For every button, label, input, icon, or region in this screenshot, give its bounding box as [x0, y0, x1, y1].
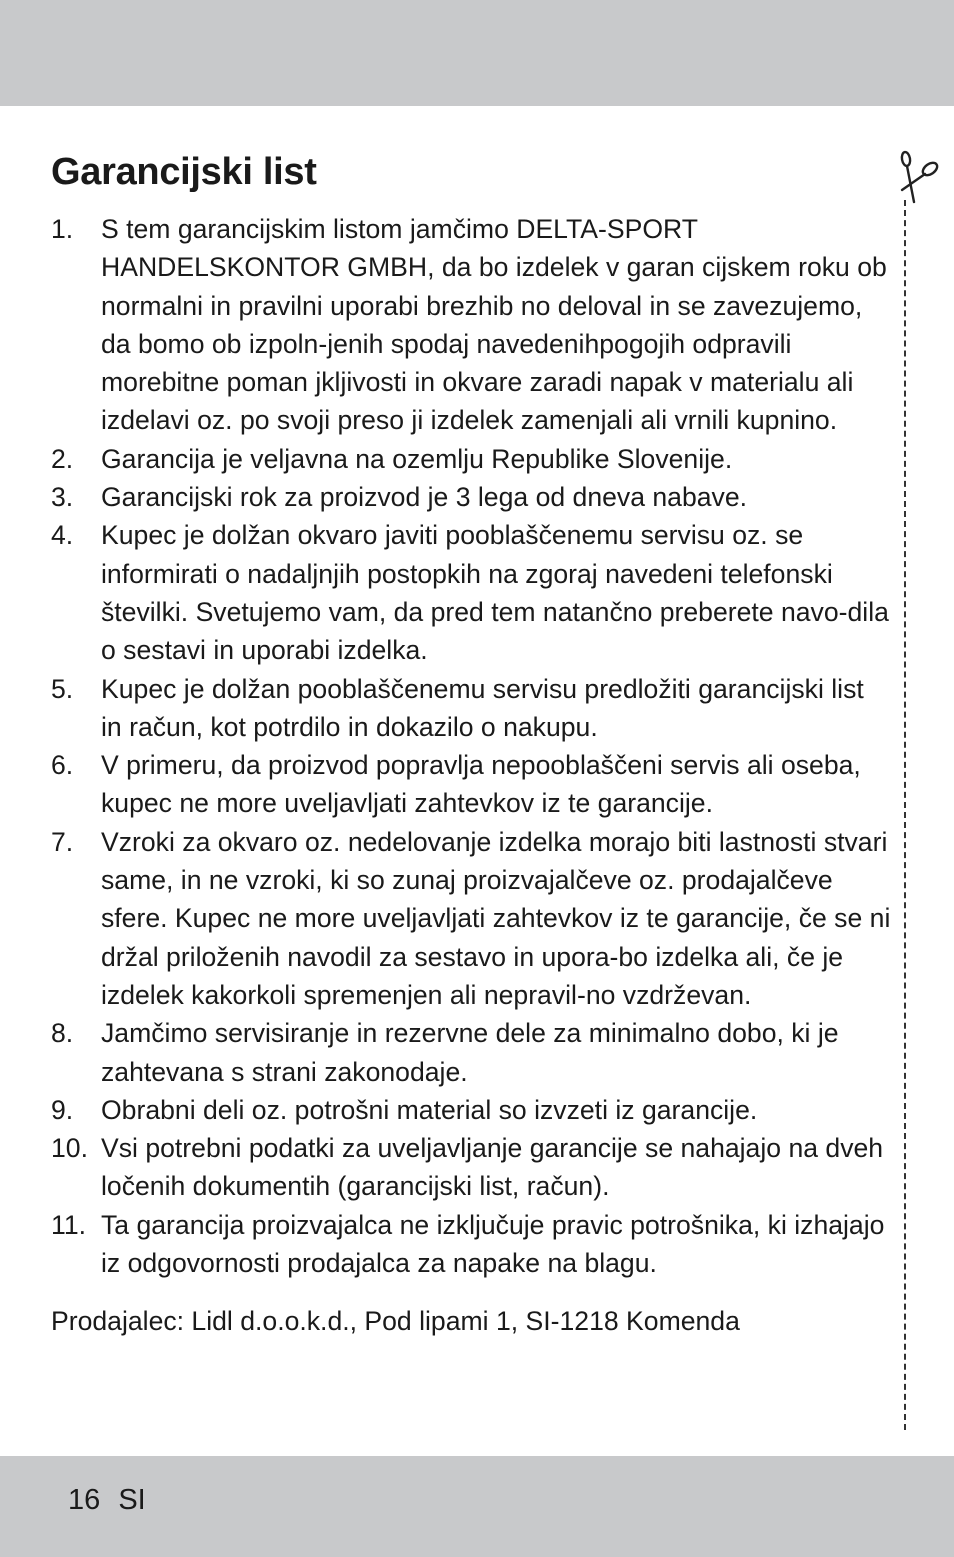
- list-item: [51, 478, 891, 516]
- warranty-terms-list: [51, 210, 891, 1282]
- list-item: [51, 440, 891, 478]
- scissors-icon: [898, 146, 942, 206]
- cut-line: [904, 200, 906, 1430]
- list-item: [51, 1014, 891, 1091]
- item-text: Jamčimo servisiranje in rezervne dele za minimalno dobo, ki je zahtevana s strani zakonodaje.: [101, 1018, 839, 1087]
- item-text: Obrabni deli oz. potrošni material so izvzeti iz garancije.: [101, 1094, 758, 1125]
- item-number: 5.: [51, 673, 74, 704]
- item-number: 8.: [51, 1018, 74, 1049]
- list-item: [51, 1129, 891, 1206]
- list-item: [51, 210, 891, 440]
- list-item: [51, 670, 891, 747]
- list-item: [51, 1091, 891, 1129]
- item-text: V primeru, da proizvod popravlja nepooblaščeni servis ali oseba, kupec ne more uveljavljati zahtevkov iz te garancije.: [101, 750, 861, 819]
- item-number: 3.: [51, 482, 74, 513]
- list-item: [51, 516, 891, 669]
- header-band: [0, 0, 954, 106]
- item-text: Kupec je dolžan pooblaščenemu servisu predložiti garancijski list in račun, kot potrdilo in dokazilo o nakupu.: [101, 673, 864, 742]
- item-text: Garancija je veljavna na ozemlju Republike Slovenije.: [101, 443, 733, 474]
- item-number: 2.: [51, 443, 74, 474]
- item-text: Vsi potrebni podatki za uveljavljanje garancije se nahajajo na dveh ločenih dokumentih (garancijski list, račun).: [101, 1133, 884, 1202]
- language-code: SI: [118, 1484, 146, 1516]
- item-number: 1.: [51, 214, 74, 244]
- item-number: 11.: [51, 1209, 86, 1240]
- item-text: Ta garancija proizvajalca ne izključuje pravic potrošnika, ki izhajajo iz odgovornosti prodajalca za napake na blagu.: [101, 1209, 885, 1279]
- list-item: [51, 823, 891, 1014]
- item-text: Vzroki za okvaro oz. nedelovanje izdelka morajo biti lastnosti stvari same, in ne vzroki, ki so zunaj proizvajalčeve oz. prodajalčeve sfere. Kupec ne more uveljavljati zahtevkov iz te garancije, če se ni držal priloženih navodil za sestavo in upora-bo izdelka ali, če je izdelek kakorkoli spremenjen ali nepravil-no vzdrževan.: [101, 826, 891, 1010]
- list-item: [51, 746, 891, 823]
- item-number: 10.: [51, 1133, 88, 1164]
- item-text: Garancijski rok za proizvod je 3 lega od dneva nabave.: [101, 482, 748, 513]
- seller-info: Prodajalec: Lidl d.o.o.k.d., Pod lipami 1, SI-1218 Komenda: [51, 1306, 740, 1337]
- item-number: 6.: [51, 750, 74, 781]
- page-title: Garancijski list: [51, 151, 317, 193]
- item-number: 9.: [51, 1094, 74, 1125]
- warranty-content: [51, 144, 891, 1340]
- item-number: 4.: [51, 520, 74, 551]
- page-number: 16: [68, 1484, 101, 1516]
- page-footer: [68, 1484, 146, 1517]
- list-item: [51, 1206, 891, 1283]
- item-text: Kupec je dolžan okvaro javiti pooblaščenemu servisu oz. se informirati o nadaljnjih postopkih na zgoraj navedeni telefonski številki. Svetujemo vam, da pred tem natančno preberete navo-dila o sestavi in uporabi izdelka.: [101, 520, 889, 666]
- item-number: 7.: [51, 826, 74, 857]
- item-text: S tem garancijskim listom jamčimo DELTA-SPORT HANDELSKONTOR GMBH, da bo izdelek v garan cijskem roku ob normalni in pravilni uporabi brezhib no deloval in se zavezujemo, da bomo ob izpoln-jenih spodaj navedenihpogojih odpravili morebitne poman jkljivosti in okvare zaradi napak v materialu ali izdelavi oz. po svoji preso ji izdelek zamenjali ali vrnili kupnino.: [101, 214, 887, 436]
